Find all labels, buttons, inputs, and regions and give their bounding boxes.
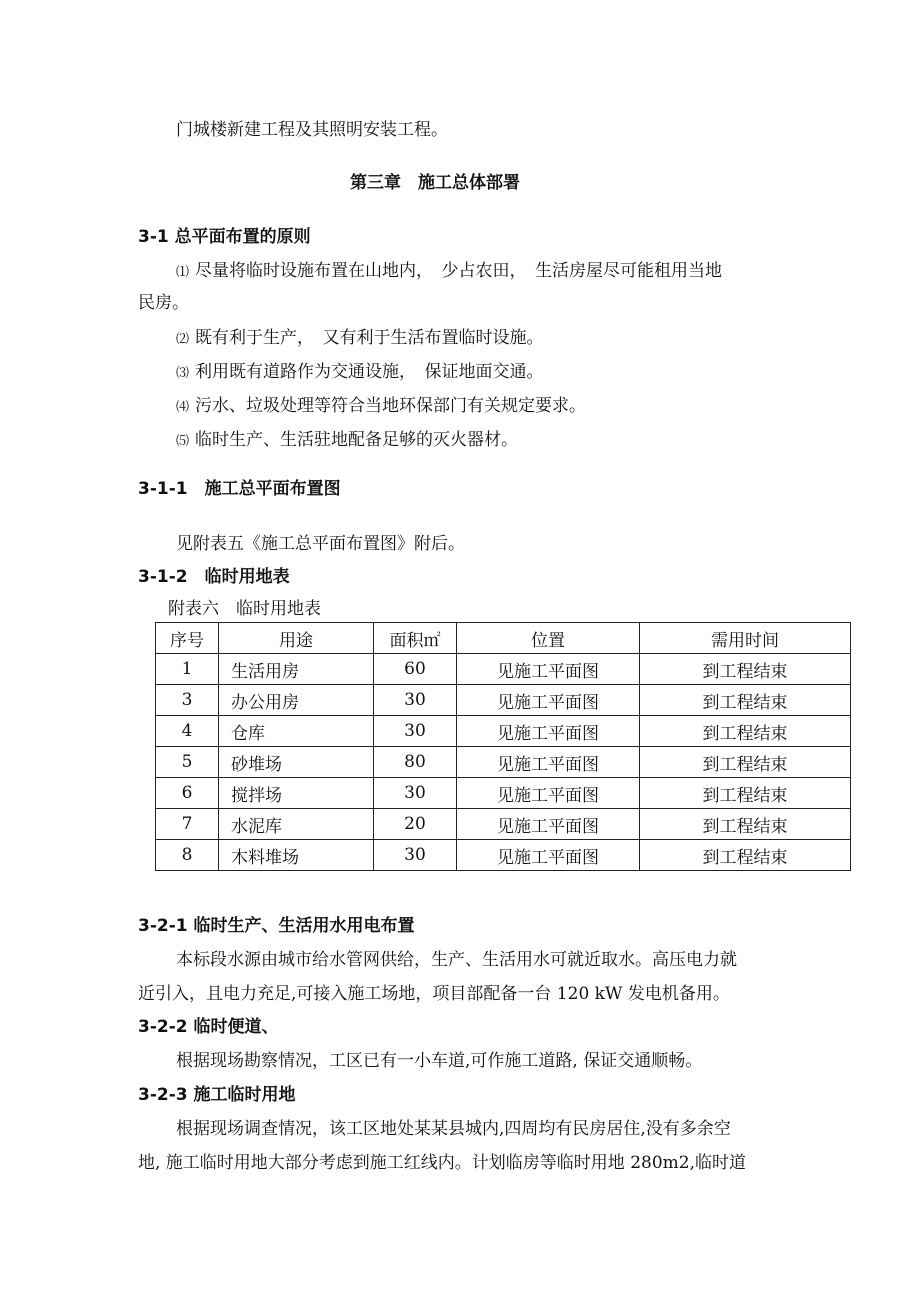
- cell-location: 见施工平面图: [457, 654, 640, 685]
- principle-item-2: [176, 326, 544, 352]
- principle-item-1-continuation: 民房。: [138, 293, 189, 313]
- section-3-2-1-line2: 近引入，且电力充足,可接入施工场地，项目部配备一台 120 kW 发电机备用。: [138, 984, 730, 1004]
- cell-location: 见施工平面图: [457, 747, 640, 778]
- principle-item-1: [176, 259, 722, 285]
- cell-location: 见施工平面图: [457, 716, 640, 747]
- item-text: 既有利于生产， 又有利于生活布置临时设施。: [195, 328, 544, 348]
- chapter-title: 第三章 施工总体部署: [350, 173, 520, 193]
- section-3-1-1-heading: 3-1-1 施工总平面布置图: [138, 479, 341, 499]
- cell-area: 30: [374, 716, 457, 747]
- cell-area: 60: [374, 654, 457, 685]
- cell-index: 4: [156, 716, 219, 747]
- column-header: 需用时间: [640, 623, 851, 654]
- table-row: [156, 840, 851, 871]
- cell-use: 仓库: [219, 716, 374, 747]
- cell-duration: 到工程结束: [640, 840, 851, 871]
- section-3-1-1-text: 见附表五《施工总平面布置图》附后。: [176, 534, 465, 554]
- cell-use: 木料堆场: [219, 840, 374, 871]
- cell-index: 5: [156, 747, 219, 778]
- land-use-table: [155, 622, 851, 871]
- cell-duration: 到工程结束: [640, 747, 851, 778]
- item-number: ⑸: [176, 434, 190, 449]
- section-3-2-3-line1: 根据现场调查情况，该工区地处某某县城内,四周均有民房居住,没有多余空: [176, 1119, 731, 1139]
- item-text: 临时生产、生活驻地配备足够的灭火器材。: [195, 430, 519, 450]
- table-row: [156, 654, 851, 685]
- cell-location: 见施工平面图: [457, 685, 640, 716]
- table-row: [156, 716, 851, 747]
- cell-area: 30: [374, 840, 457, 871]
- table-row: [156, 747, 851, 778]
- cell-location: 见施工平面图: [457, 778, 640, 809]
- section-3-1-heading: 3-1 总平面布置的原则: [138, 227, 311, 247]
- item-number: ⑵: [176, 332, 190, 347]
- item-text: 利用既有道路作为交通设施， 保证地面交通。: [195, 362, 544, 382]
- section-3-2-2-line1: 根据现场勘察情况，工区已有一小车道,可作施工道路, 保证交通顺畅。: [176, 1051, 703, 1071]
- section-3-2-2-heading: 3-2-2 临时便道、: [138, 1017, 279, 1037]
- table-row: [156, 778, 851, 809]
- section-3-2-3-line2: 地, 施工临时用地大部分考虑到施工红线内。计划临房等临时用地 280m2,临时道: [138, 1153, 746, 1173]
- section-3-2-1-heading: 3-2-1 临时生产、生活用水用电布置: [138, 916, 415, 936]
- cell-duration: 到工程结束: [640, 685, 851, 716]
- principle-item-5: [176, 428, 518, 454]
- column-header: 用途: [219, 623, 374, 654]
- cell-index: 1: [156, 654, 219, 685]
- item-text: 尽量将临时设施布置在山地内， 少占农田， 生活房屋尽可能租用当地: [195, 261, 723, 281]
- table-row: [156, 809, 851, 840]
- column-header: 位置: [457, 623, 640, 654]
- table-header-row: [156, 623, 851, 654]
- cell-duration: 到工程结束: [640, 654, 851, 685]
- item-number: ⑴: [176, 265, 190, 280]
- cell-use: 办公用房: [219, 685, 374, 716]
- column-header: 序号: [156, 623, 219, 654]
- section-3-1-2-heading: 3-1-2 临时用地表: [138, 567, 290, 587]
- cell-use: 搅拌场: [219, 778, 374, 809]
- cell-location: 见施工平面图: [457, 840, 640, 871]
- cell-use: 砂堆场: [219, 747, 374, 778]
- cell-use: 水泥库: [219, 809, 374, 840]
- column-header: 面积㎡: [374, 623, 457, 654]
- table-caption: 附表六 临时用地表: [168, 599, 321, 619]
- cell-duration: 到工程结束: [640, 716, 851, 747]
- intro-line: 门城楼新建工程及其照明安装工程。: [176, 120, 448, 140]
- cell-location: 见施工平面图: [457, 809, 640, 840]
- table-row: [156, 685, 851, 716]
- section-3-2-3-heading: 3-2-3 施工临时用地: [138, 1085, 296, 1105]
- cell-index: 3: [156, 685, 219, 716]
- cell-use: 生活用房: [219, 654, 374, 685]
- cell-index: 8: [156, 840, 219, 871]
- item-text: 污水、垃圾处理等符合当地环保部门有关规定要求。: [195, 396, 587, 416]
- item-number: ⑷: [176, 400, 190, 415]
- cell-area: 80: [374, 747, 457, 778]
- cell-index: 6: [156, 778, 219, 809]
- cell-area: 30: [374, 778, 457, 809]
- cell-area: 20: [374, 809, 457, 840]
- cell-duration: 到工程结束: [640, 778, 851, 809]
- cell-duration: 到工程结束: [640, 809, 851, 840]
- cell-index: 7: [156, 809, 219, 840]
- principle-item-3: [176, 360, 544, 386]
- cell-area: 30: [374, 685, 457, 716]
- section-3-2-1-line1: 本标段水源由城市给水管网供给，生产、生活用水可就近取水。高压电力就: [176, 950, 737, 970]
- item-number: ⑶: [176, 366, 190, 381]
- principle-item-4: [176, 394, 586, 420]
